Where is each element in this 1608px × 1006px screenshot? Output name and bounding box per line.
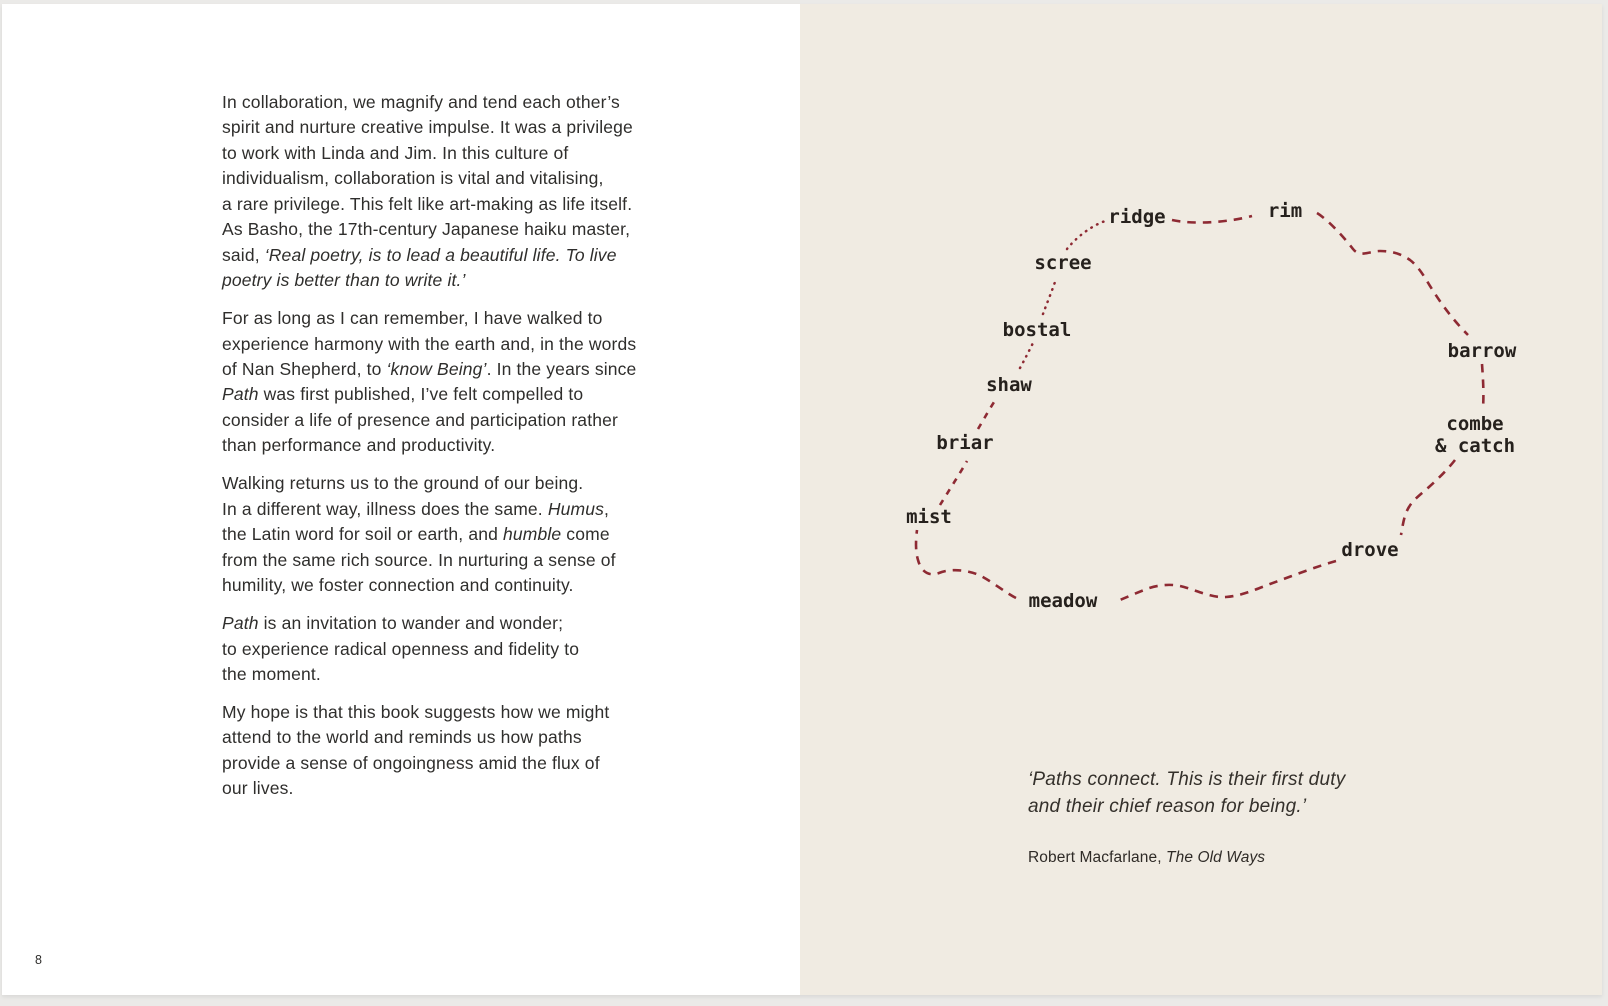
label-mist: mist bbox=[906, 506, 952, 528]
page-right bbox=[800, 4, 1602, 995]
text-line bbox=[222, 306, 722, 331]
text-line bbox=[222, 433, 722, 458]
body-text bbox=[222, 90, 722, 802]
text-run: spirit and nurture creative impulse. It was a privilege bbox=[222, 117, 633, 138]
text-line bbox=[222, 471, 722, 496]
text-line bbox=[222, 243, 722, 268]
text-run: from the same rich source. In nurturing a sense of bbox=[222, 549, 616, 570]
text-run: attend to the world and reminds us how paths bbox=[222, 727, 582, 748]
text-run: is an invitation to wander and wonder; bbox=[258, 613, 564, 634]
text-line bbox=[222, 548, 722, 573]
text-run: than performance and productivity. bbox=[222, 435, 496, 456]
text-run: humble bbox=[503, 524, 562, 545]
quote-attribution bbox=[1028, 844, 1345, 871]
text-run: As Basho, the 17th-century Japanese haiku master, bbox=[222, 219, 631, 240]
attribution-name: Robert Macfarlane, bbox=[1028, 849, 1167, 866]
path-segment-rim-barrow bbox=[1317, 213, 1468, 335]
label-combe-line1: combe bbox=[1446, 413, 1504, 435]
text-line bbox=[222, 497, 722, 522]
text-run: In a different way, illness does the same. bbox=[222, 498, 548, 519]
label-barrow: barrow bbox=[1447, 340, 1517, 362]
text-line bbox=[222, 217, 722, 242]
text-line bbox=[222, 141, 722, 166]
path-segment-bostal-scree bbox=[1043, 279, 1056, 314]
text-run: , bbox=[604, 498, 610, 519]
quote-line: ‘Paths connect. This is their first duty bbox=[1028, 769, 1346, 790]
text-line bbox=[222, 382, 722, 407]
text-run: our lives. bbox=[222, 778, 294, 799]
text-line bbox=[222, 573, 722, 598]
text-line bbox=[222, 662, 722, 687]
text-run: said, bbox=[222, 244, 265, 265]
quote-block bbox=[1028, 766, 1345, 871]
text-run: a rare privilege. This felt like art-making as life itself. bbox=[222, 193, 633, 214]
book-spread bbox=[2, 4, 1602, 995]
text-run: to work with Linda and Jim. In this culture of bbox=[222, 142, 569, 163]
path-segment-combe-drove bbox=[1401, 460, 1455, 535]
text-line bbox=[222, 332, 722, 357]
text-line bbox=[222, 166, 722, 191]
paragraph bbox=[222, 306, 722, 459]
paragraph bbox=[222, 471, 722, 598]
path-segment-ridge-rim bbox=[1172, 216, 1252, 223]
label-bostal: bostal bbox=[1002, 319, 1072, 341]
label-briar: briar bbox=[936, 432, 994, 454]
text-run: the moment. bbox=[222, 664, 321, 685]
text-line bbox=[222, 611, 722, 636]
text-line bbox=[222, 357, 722, 382]
label-meadow: meadow bbox=[1028, 590, 1098, 612]
path-segment-barrow-combe bbox=[1482, 364, 1483, 408]
paragraph bbox=[222, 90, 722, 294]
text-run: provide a sense of ongoingness amid the flux of bbox=[222, 752, 600, 773]
text-line bbox=[222, 192, 722, 217]
text-line bbox=[222, 522, 722, 547]
text-line bbox=[222, 637, 722, 662]
text-run: ‘know Being’ bbox=[386, 359, 487, 380]
paragraph bbox=[222, 700, 722, 802]
text-run: was first published, I’ve felt compelled to bbox=[258, 384, 584, 405]
text-line bbox=[222, 90, 722, 115]
text-run: . In the years since bbox=[486, 359, 637, 380]
page-number: 8 bbox=[35, 953, 42, 967]
text-line bbox=[222, 751, 722, 776]
text-line bbox=[222, 115, 722, 140]
text-line bbox=[222, 268, 722, 293]
text-run: My hope is that this book suggests how we might bbox=[222, 701, 610, 722]
page-left bbox=[2, 4, 800, 995]
text-run: Walking returns us to the ground of our being. bbox=[222, 473, 584, 494]
text-run: humility, we foster connection and continuity. bbox=[222, 575, 574, 596]
label-ridge: ridge bbox=[1108, 206, 1166, 228]
paragraph bbox=[222, 611, 722, 687]
text-run: poetry is better than to write it.’ bbox=[222, 270, 466, 291]
text-run: come bbox=[561, 524, 610, 545]
path-segment-shaw-bostal bbox=[1020, 343, 1033, 368]
text-run: individualism, collaboration is vital and vitalising, bbox=[222, 168, 604, 189]
text-line bbox=[222, 408, 722, 433]
text-run: Path bbox=[222, 384, 259, 405]
text-line bbox=[222, 700, 722, 725]
text-run: of Nan Shepherd, to bbox=[222, 359, 387, 380]
text-run: ‘Real poetry, is to lead a beautiful life. To live bbox=[264, 244, 617, 265]
label-drove: drove bbox=[1341, 539, 1399, 561]
label-combe-line2: & catch bbox=[1434, 435, 1516, 457]
text-run: the Latin word for soil or earth, and bbox=[222, 524, 503, 545]
attribution-title: The Old Ways bbox=[1166, 849, 1266, 866]
label-shaw: shaw bbox=[986, 374, 1032, 396]
quote-line: and their chief reason for being.’ bbox=[1028, 796, 1307, 817]
label-scree: scree bbox=[1034, 252, 1092, 274]
text-run: to experience radical openness and fidelity to bbox=[222, 638, 580, 659]
path-segment-mist-briar bbox=[940, 461, 967, 505]
path-segment-scree-ridge bbox=[1067, 220, 1109, 249]
path-segment-meadow-mist bbox=[916, 530, 1016, 598]
text-run: Humus bbox=[547, 498, 605, 519]
path-segment-drove-meadow bbox=[1120, 561, 1336, 600]
text-run: For as long as I can remember, I have walked to bbox=[222, 308, 603, 329]
path-segment-briar-shaw bbox=[978, 399, 996, 429]
label-rim: rim bbox=[1267, 200, 1303, 222]
text-run: In collaboration, we magnify and tend each other’s bbox=[222, 92, 620, 112]
text-run: consider a life of presence and participation rather bbox=[222, 409, 618, 430]
text-line bbox=[222, 725, 722, 750]
text-line bbox=[222, 776, 722, 801]
text-run: Path bbox=[222, 613, 259, 634]
text-run: experience harmony with the earth and, in the words bbox=[222, 333, 637, 354]
